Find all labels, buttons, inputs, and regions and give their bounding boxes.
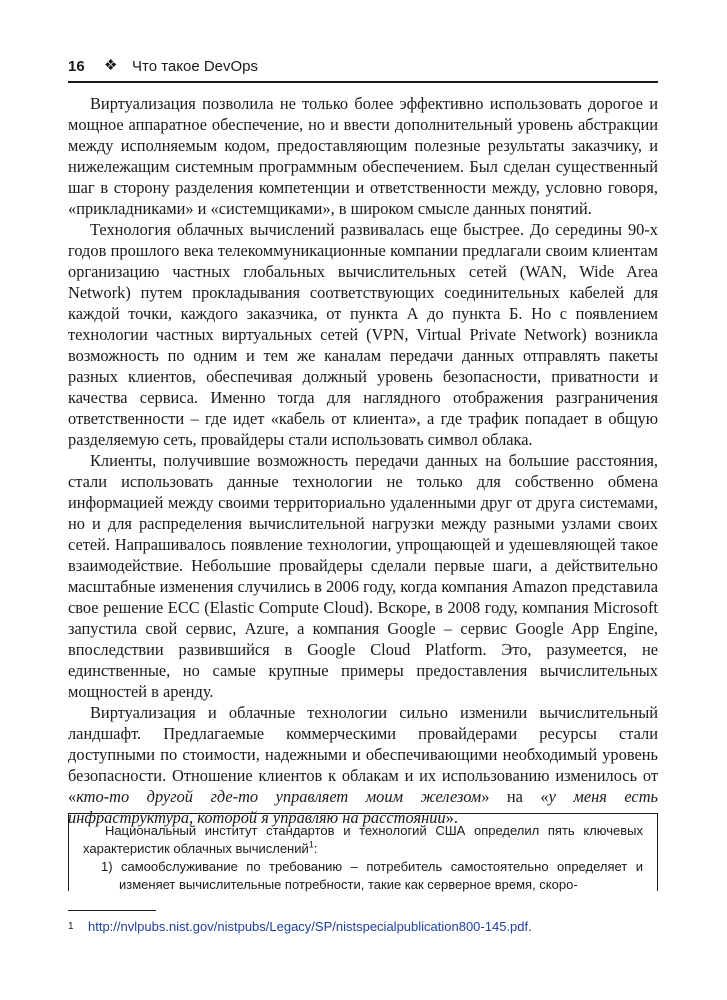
paragraph-with-quotes: Виртуализация и облачные технологии сильно изменили вычислительный ландшафт. Предлагаемые коммерческими провайдерами ресурсы стали доступными по стоимости, надежными и обеспечивающими необходимый уровень безопасности. Отношение клиентов к облакам и их использованию изменилось от «кто-то другой где-то управляет моим железом» на «у меня есть инфраструктура, которой я управляю на расстоянии». (68, 703, 658, 827)
italic-quote: кто-то другой где-то управляет моим железом (76, 787, 482, 806)
footnote-number: 1 (68, 921, 74, 932)
italic-quote: у меня есть инфраструктура, которой я управляю на расстоянии (68, 787, 658, 827)
note-list-item: 1) самообслуживание по требованию – потребитель самостоятельно определяет и изменяет вычислительные потребности, такие как серверное время, скоро- (101, 859, 643, 892)
header-divider (68, 81, 658, 83)
footnote-link-line: http://nvlpubs.nist.gov/nistpubs/Legacy/SP/nistspecialpublication800-145.pdf. (88, 919, 532, 934)
page-number: 16 (68, 58, 85, 75)
note-intro: Национальный институт стандартов и технологий США определил пять ключевых характеристик облачных вычислений$^1$: (83, 823, 643, 856)
footnote-link[interactable]: http://nvlpubs.nist.gov/nistpubs/Legacy/SP/nistspecialpublication800-145.pdf (88, 919, 529, 934)
running-header (68, 56, 658, 78)
nist-note-box (68, 813, 658, 891)
paragraph: Технология облачных вычислений развивалась еще быстрее. До середины 90-х годов прошлого века телекоммуникационные компании предлагали своим клиентам организацию частных глобальных вычислительных сетей (WAN, Wide Area Network) путем прокладывания соответствующих соединительных кабелей для каждой точки, каждого заказчика, от пункта А до пункта Б. Но с появлением технологии частных виртуальных сетей (VPN, Virtual Private Network) возникла возможность по одним и тем же каналам передачи данных отправлять пакеты разных клиентов, обеспечивая должный уровень безопасности, приватности и качества сервиса. Именно тогда для наглядного отображения разграничения ответственности – где идет «кабель от клиента», а где трафик попадает в общую разделяемую сеть, провайдеры стали использовать символ облака. (68, 220, 658, 449)
main-text (68, 93, 658, 828)
footnote-reference[interactable]: 1 (308, 839, 314, 850)
diamond-ornament-icon: ❖ (104, 57, 118, 74)
paragraph: Виртуализация позволила не только более эффективно использовать дорогое и мощное аппаратное обеспечение, но и ввести дополнительный уровень абстракции между исполняемым кодом, предоставляющим полезные результаты заказчику, и нижележащим системным программным обеспечением. Был сделан существенный шаг в сторону разделения компетенции и ответственности между, условно говоря, «прикладниками» и «системщиками», в широком смысле данных понятий. (68, 94, 658, 218)
paragraph: Клиенты, получившие возможность передачи данных на большие расстояния, стали использовать данные технологии не только для собственно обмена информацией между своими территориально удаленными друг от друга системами, но и для распределения вычислительной нагрузки между разными узлами своих сетей. Напрашивалось появление технологии, упрощающей и удешевляющей такое взаимодействие. Небольшие провайдеры сделали первые шаги, а действительно масштабные изменения случились в 2006 году, когда компания Amazon представила свое решение ECC (Elastic Compute Cloud). Вскоре, в 2008 году, компания Microsoft запустила свой сервис, Azure, а компания Google – сервис Google App Engine, впоследствии развившийся в Google Cloud Platform. Это, разумеется, не единственные, но самые крупные примеры предоставления вычислительных мощностей в аренду. (68, 451, 658, 701)
footnote-divider (68, 910, 156, 911)
chapter-title: Что такое DevOps (132, 58, 259, 75)
